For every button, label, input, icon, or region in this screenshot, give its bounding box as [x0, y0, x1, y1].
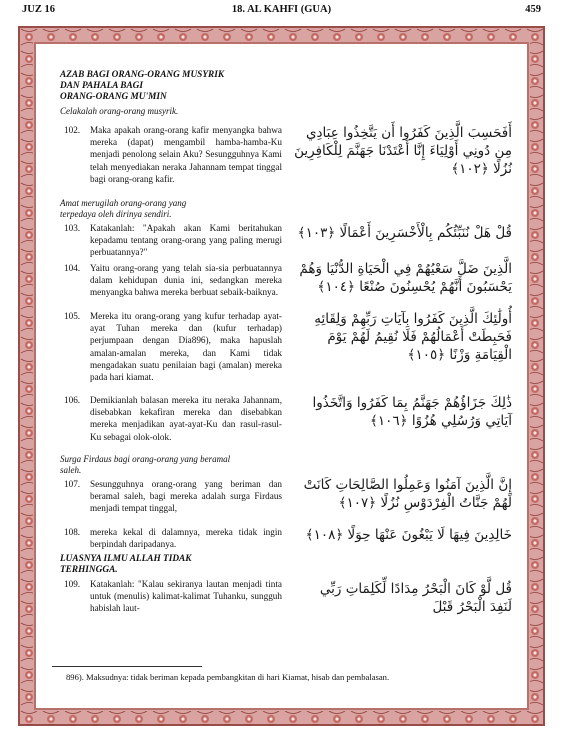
verse-translation: Maka apakah orang-orang kafir menyangka bahwa mereka (dapat) mengambil hamba-hamba-Ku menjadi penolong selain Aku? Sesungguhnya Kami telah menyediakan neraka Jahannam tempat tinggal bagi orang-orang kafir.: [90, 125, 282, 184]
page-number: 459: [525, 4, 541, 15]
verse-number: 109.: [64, 579, 81, 589]
verse-arabic: الَّذِينَ ضَلَّ سَعْيُهُمْ فِي الْحَيَاةِ الدُّنْيَا وَهُمْ يَحْسَبُونَ أَنَّهُمْ يُحْسِنُونَ صُنْعًا ﴿١٠٤﴾: [299, 261, 512, 295]
verse-number: 102.: [64, 125, 81, 135]
verse-translation: Yaitu orang-orang yang telah sia-sia perbuatannya dalam kehidupan dunia ini, sedangkan mereka menyangka bahwa mereka berbuat sebaik-baiknya.: [90, 263, 282, 298]
section-title-line: LUASNYA ILMU ALLAH TIDAK: [60, 554, 192, 564]
verse-arabic: خَالِدِينَ فِيهَا لَا يَبْغُونَ عَنْهَا حِوَلًا ﴿١٠٨﴾: [305, 527, 512, 543]
verse-translation: Mereka itu orang-orang yang kufur terhadap ayat-ayat Tuhan mereka dan (kufur terhadap) perjumpaan dengan Dia896), maka hapuslah amalan-amalan mereka, dan Kami tidak mengadakan suatu penilaian bagi (amalan) mereka pada hari kiamat.: [90, 311, 282, 383]
verse-arabic: ذَٰلِكَ جَزَاؤُهُمْ جَهَنَّمُ بِمَا كَفَرُوا وَاتَّخَذُوا آيَاتِي وَرُسُلِي هُزُوًا ﴿١٠٦﴾: [312, 395, 512, 429]
verse-translation: Sesungguhnya orang-orang yang beriman dan beramal saleh, bagi mereka adalah surga Firdaus menjadi tempat tinggal,: [90, 479, 282, 514]
verse-translation: Demikianlah balasan mereka itu neraka Jahannam, disebabkan kekafiran mereka dan disebabkan mereka menjadikan ayat-ayat-Ku dan rasul-rasul-Ku sebagai olok-olok.: [90, 395, 282, 442]
verse-arabic: قُل لَّوْ كَانَ الْبَحْرُ مِدَادًا لِّكَلِمَاتِ رَبِّي لَنَفِدَ الْبَحْرُ قَبْلَ: [319, 581, 512, 615]
verse-104: [52, 262, 284, 312]
verse-number: 106.: [64, 395, 81, 405]
verse-arabic: إِنَّ الَّذِينَ آمَنُوا وَعَمِلُوا الصَّالِحَاتِ كَانَتْ لَهُمْ جَنَّاتُ الْفِرْدَوْسِ نُزُلًا ﴿١٠٧﴾: [303, 477, 512, 511]
verse-107: [52, 478, 284, 528]
section-title-line: AZAB BAGI ORANG-ORANG MUSYRIK: [60, 70, 225, 80]
verse-number: 105.: [64, 311, 81, 321]
surah-title: 18. AL KAHFI (GUA): [231, 4, 332, 15]
verse-translation: mereka kekal di dalamnya, mereka tidak ingin berpindah daripadanya.: [90, 527, 282, 550]
verse-arabic: أُولَٰئِكَ الَّذِينَ كَفَرُوا بِآيَاتِ رَبِّهِمْ وَلِقَائِهِ فَحَبِطَتْ أَعْمَالُهُمْ فَلَا نُقِيمُ لَهُمْ يَوْمَ الْقِيَامَةِ وَزْنًا ﴿١٠٥﴾: [314, 311, 512, 363]
page-content: [52, 64, 512, 664]
section-title-line: Amat merugilah orang-orang yang: [60, 198, 187, 208]
footnote: 896). Maksudnya: tidak beriman kepada pembangkitan di hari Kiamat, hisab dan pembalasan.: [66, 672, 390, 682]
verse-108: [52, 526, 284, 556]
verse-number: 108.: [64, 527, 81, 537]
section-subtitle: Celakalah orang-orang musyrik.: [60, 106, 179, 116]
juz-label: JUZ 16: [22, 4, 55, 15]
section-heading-merugi: [60, 198, 284, 220]
verse-number: 103.: [64, 223, 81, 233]
section-title-line: saleh.: [60, 465, 82, 475]
verse-102: [52, 124, 284, 194]
verse-106: [52, 394, 284, 454]
verse-105: [52, 310, 284, 394]
section-heading-ilmu: [60, 554, 284, 576]
section-title-line: Surga Firdaus bagi orang-orang yang beramal: [60, 454, 231, 464]
section-title-line: ORANG-ORANG MU'MIN: [60, 92, 167, 102]
section-title-line: TERHINGGA.: [60, 565, 118, 575]
section-title-line: terpedaya oleh dirinya sendiri.: [60, 209, 172, 219]
section-heading-firdaus: [60, 454, 284, 476]
footnote-divider: [52, 666, 202, 667]
verse-arabic: قُلْ هَلْ نُنَبِّئُكُم بِالْأَخْسَرِينَ أَعْمَالًا ﴿١٠٣﴾: [297, 225, 512, 241]
verse-translation: Katakanlah: "Apakah akan Kami beritahukan kepadamu tentang orang-orang yang paling merugi perbuatannya?": [90, 223, 282, 258]
verse-number: 107.: [64, 479, 81, 489]
section-title-line: DAN PAHALA BAGI: [60, 81, 143, 91]
verse-number: 104.: [64, 263, 81, 273]
verse-translation: Katakanlah: "Kalau sekiranya lautan menjadi tinta untuk (menulis) kalimat-kalimat Tuhanku, sungguh habislah laut-: [90, 579, 282, 614]
verse-arabic: أَفَحَسِبَ الَّذِينَ كَفَرُوا أَن يَتَّخِذُوا عِبَادِي مِن دُونِي أَوْلِيَاءَ إِنَّا أَعْتَدْنَا جَهَنَّمَ لِلْكَافِرِينَ نُزُلًا ﴿١٠٢﴾: [294, 125, 512, 177]
section-heading-azab: [60, 70, 284, 117]
verse-109: [52, 578, 284, 618]
verse-103: [52, 222, 284, 262]
